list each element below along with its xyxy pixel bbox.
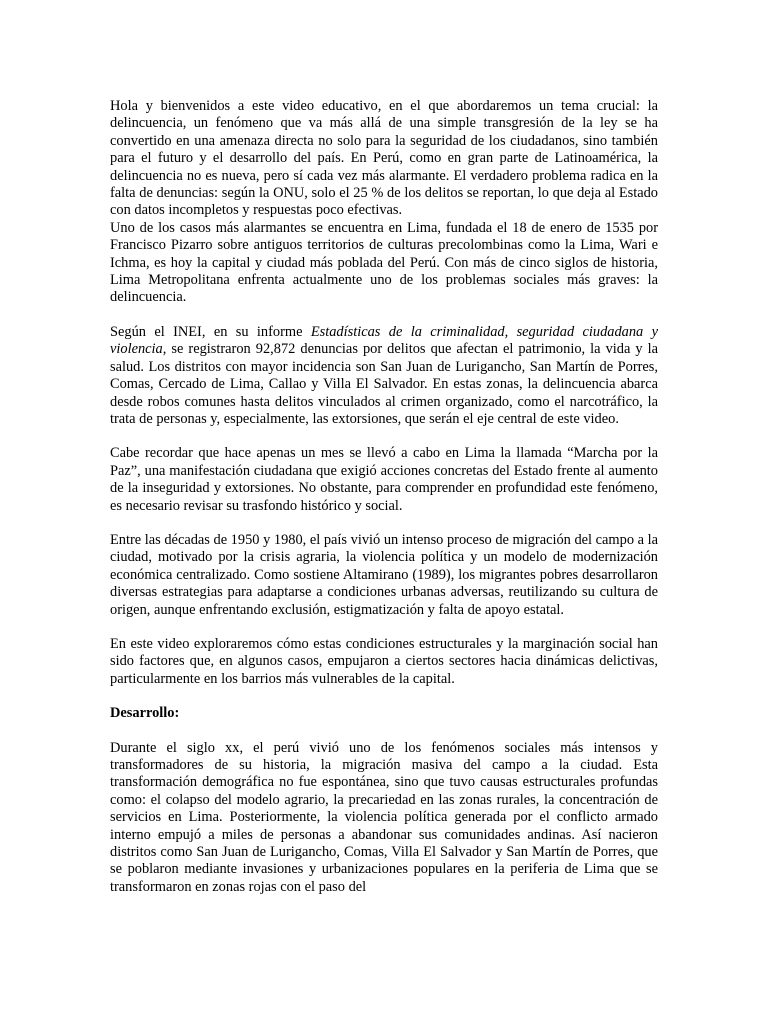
- paragraph-exploracion: En este video exploraremos cómo estas condiciones estructurales y la marginación social han sido factores que, en algunos casos, empujaron a ciertos sectores hacia dinámicas delictivas, particularmente en los barrios más vulnerables de la capital.: [110, 635, 658, 687]
- paragraph-inei-start: Según el INEI, en su informe: [110, 323, 311, 340]
- paragraph-lima: Uno de los casos más alarmantes se encuentra en Lima, fundada el 18 de enero de 1535 por Francisco Pizarro sobre antiguos territorios de culturas precolombinas como la Lima, Wari e Ichma, es hoy la capital y ciudad más poblada del Perú. Con más de cinco siglos de historia, Lima Metropolitana enfrenta actualmente uno de los problemas sociales más graves: la delincuencia.: [110, 219, 658, 306]
- paragraph-migracion: Entre las décadas de 1950 y 1980, el país vivió un intenso proceso de migración del campo a la ciudad, motivado por la crisis agraria, la violencia política y un modelo de modernización económica centralizado. Como sostiene Altamirano (1989), los migrantes pobres desarrollaron diversas estrategias para adaptarse a condiciones urbanas adversas, reutilizando su cultura de origen, aunque enfrentando exclusión, estigmatización y falta de apoyo estatal.: [110, 531, 658, 618]
- paragraph-marcha: Cabe recordar que hace apenas un mes se llevó a cabo en Lima la llamada “Marcha por la Paz”, una manifestación ciudadana que exigió acciones concretas del Estado frente al aumento de la inseguridad y extorsiones. No obstante, para comprender en profundidad este fenómeno, es necesario revisar su trasfondo histórico y social.: [110, 445, 658, 514]
- paragraph-inei-end: , se registraron 92,872 denuncias por delitos que afectan el patrimonio, la vida y la salud. Los distritos con mayor incidencia son San Juan de Lurigancho, San Martín de Porres, Comas, Cercado de Lima, Callao y Villa El Salvador. En estas zonas, la delincuencia abarca desde robos comunes hasta delitos vinculados al crimen organizado, como el narcotráfico, la trata de personas y, especialmente, las extorsiones, que serán el eje central de este video.: [110, 341, 658, 427]
- document-page: [110, 98, 658, 1004]
- paragraph-inei: [110, 324, 658, 428]
- paragraph-desarrollo: Durante el siglo xx, el perú vivió uno de los fenómenos sociales más intensos y transformadores de su historia, la migración masiva del campo a la ciudad. Esta transformación demográfica no fue espontánea, sino que tuvo causas estructurales profundas como: el colapso del modelo agrario, la precariedad en las zonas rurales, la concentración de servicios en Lima. Posteriormente, la violencia política generada por el conflicto armado interno empujó a miles de personas a abandonar sus comunidades andinas. Así nacieron distritos como San Juan de Lurigancho, Comas, Villa El Salvador y San Martín de Porres, que se poblaron mediante invasiones y urbanizaciones populares en la periferia de Lima que se transformaron en zonas rojas con el paso del: [110, 739, 658, 895]
- report-title: Estadísticas de la criminalidad, seguridad ciudadana y violencia: [110, 323, 658, 358]
- section-heading: Desarrollo:: [110, 705, 180, 722]
- paragraph-intro: Hola y bienvenidos a este video educativo, en el que abordaremos un tema crucial: la delincuencia, un fenómeno que va más allá de una simple transgresión de la ley se ha convertido en una amenaza directa no solo para la seguridad de los ciudadanos, sino también para el futuro y el desarrollo del país. En Perú, como en gran parte de Latinoamérica, la delincuencia no es nueva, pero sí cada vez más alarmante. El verdadero problema radica en la falta de denuncias: según la ONU, solo el 25 % de los delitos se reportan, lo que deja al Estado con datos incompletos y respuestas poco efectivas.: [110, 98, 658, 219]
